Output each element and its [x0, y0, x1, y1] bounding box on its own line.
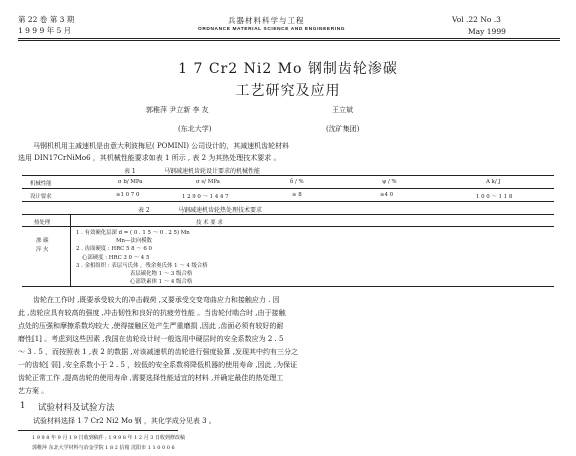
- intro-line-2: 选用 DIN17CrNiMo6 ，其机械性能要求如表 1 所示 , 表 2 为其热处理技术要求 。: [18, 154, 281, 162]
- table2-bottom-rule: [22, 286, 554, 287]
- affiliation-2: (沈矿集团): [326, 125, 360, 133]
- header-volume: Vol .22 No .3: [452, 15, 501, 24]
- table2-line: 心部硬度 : HRC 3 0 ～ 4 5: [82, 255, 150, 261]
- body-line: 磨性[1] 。考虑到这些因素 ,我国在齿轮设计时一般选用中硬层时的安全系数应为 2 . 5: [18, 335, 284, 343]
- table2-line: Mn—法向模数: [116, 238, 152, 244]
- section-heading: 试验材料及试验方法: [38, 403, 115, 413]
- table2-mid-rule: [22, 226, 554, 227]
- table1-header-cell: σ b/ MPa: [118, 179, 143, 185]
- table1-bottom-rule: [22, 201, 554, 202]
- footnote-rule: [18, 430, 178, 431]
- table1-header-cell: A k/ J: [486, 179, 501, 185]
- table1-number: 表 1: [124, 168, 136, 175]
- table2-caption: 马钢减速机齿轮热处理技术要求: [178, 207, 263, 214]
- author-names: 郭稚萍 尹立新 李 友: [146, 106, 209, 114]
- table1-mid-rule: [22, 188, 554, 189]
- header-journal-en: ORDNANCE MATERIAL SCIENCE AND ENGINEERING: [198, 27, 346, 32]
- header-rule-thin: [18, 40, 560, 41]
- header-date: May 1999: [468, 27, 506, 36]
- table2-line: 表层碳化物 1 ～ 3 级合格: [130, 271, 193, 277]
- section-number: 1: [20, 401, 26, 411]
- paper-title-line2: 工艺研究及应用: [235, 83, 341, 99]
- header-issue: 第 22 卷 第 3 期: [18, 15, 75, 24]
- table1-row-cell: ≥ 8: [292, 192, 302, 198]
- table1-row-cell: 1 0 0 ～ 1 1 8: [476, 194, 513, 200]
- table2-line: 3 . 金相组织 : 表层马氏体 ，残余奥氏体 1 ～ 4 级合格: [76, 263, 208, 269]
- table1-header-cell: 机械性能: [30, 181, 52, 187]
- body-line: 点处的压强和摩擦系数均较大 ,使得接触区处产生严重磨损 ,因此 ,齿面必须有较好的耐: [18, 322, 284, 330]
- footnote-author-address: 郭稚萍 东北大学材料与冶金学院 1 8 2 信箱 沈阳市 1 1 0 0 0 6: [32, 445, 175, 451]
- table2-col-divider: [70, 214, 71, 286]
- author-names-2: 王立斌: [332, 106, 353, 114]
- table2-line: 1 . 有效硬化层深 d = ( 0 . 1 5 ～ 0 . 2 5) Mn: [76, 230, 190, 236]
- table2-number: 表 2: [138, 207, 150, 214]
- table1-row-cell: 设计要求: [30, 194, 52, 200]
- intro-line-1: 马钢机机用主减速机是由意大利波梅尼( POMINI) 公司设计的，其减速机齿轮材料: [33, 142, 290, 150]
- table2-row-label: 渗 碳: [36, 238, 49, 244]
- table2-row-label: 淬 火: [36, 247, 49, 253]
- table2-header-requirements: 技 术 要 求: [196, 220, 223, 226]
- body-line: ～ 3 . 5 ，而按照表 1 ,表 2 的数据 ,对该减速机的齿轮进行强度验算 ,发现其中约有三分之: [18, 348, 298, 356]
- body-line: 齿轮正常工作 ,提高齿轮的使用寿命 ,需要选择性能适宜的材料 ,并确定最佳的热处理工: [18, 374, 284, 382]
- body-line: 齿轮在工作时 ,既要承受较大的冲击载荷 ,又要承受交变弯曲应力和接触应力 . 因: [33, 296, 280, 304]
- body-line: 艺方案 。: [18, 387, 49, 395]
- table1-top-rule: [22, 175, 554, 176]
- table2-line: 心部铁素体 1 ～ 4 级合格: [130, 279, 193, 285]
- paper-title-line1: 1 7 Cr2 Ni2 Mo 钢制齿轮渗碳: [178, 61, 398, 77]
- table1-header-cell: σ s/ MPa: [196, 179, 220, 185]
- affiliation-1: (东北大学): [178, 125, 212, 133]
- table2-header-treatment: 热处理: [34, 220, 51, 226]
- body-line: 一的齿轮[ 弱] ,安全系数小于 2 . 5 ，较低的安全系数将降低机器的使用寿命 ,因此 ,为保证: [18, 361, 298, 369]
- table1-header-cell: δ / %: [290, 179, 304, 185]
- table1-row-cell: ≥1 0 7 0: [116, 192, 140, 198]
- table1-row-cell: ≥4 0: [380, 192, 394, 198]
- table1-header-cell: ψ / %: [382, 179, 397, 185]
- header-journal-cn: 兵器材料科学与工程: [228, 16, 305, 25]
- header-year: 1 9 9 9 年 5 月: [18, 26, 72, 35]
- table2-line: 2 . 齿面硬度 : HRC 5 8 ～ 6 0: [76, 246, 152, 252]
- table1-row-cell: 1 2 9 0 ～ 1 4 4 7: [182, 194, 229, 200]
- footnote-received: 1 9 9 8 年 9 月 1 9 日收到稿件 ; 1 9 9 8 年 1 2 月 3 日收到修改稿: [32, 435, 186, 441]
- body-line: 此 ,齿轮应具有较高的强度 ,冲击韧性和良好的抗疲劳性能 。当齿轮付啮合时 ,由于接触: [18, 309, 286, 317]
- table1-caption: 马钢减速机齿轮设计要求的机械性能: [164, 168, 261, 175]
- header-rule: [18, 38, 560, 39]
- section-body-line: 试验材料选择 1 7 Cr2 Ni2 Mo 钢 ，其化学成分见表 3 。: [33, 417, 216, 425]
- table2-top-rule: [22, 214, 554, 215]
